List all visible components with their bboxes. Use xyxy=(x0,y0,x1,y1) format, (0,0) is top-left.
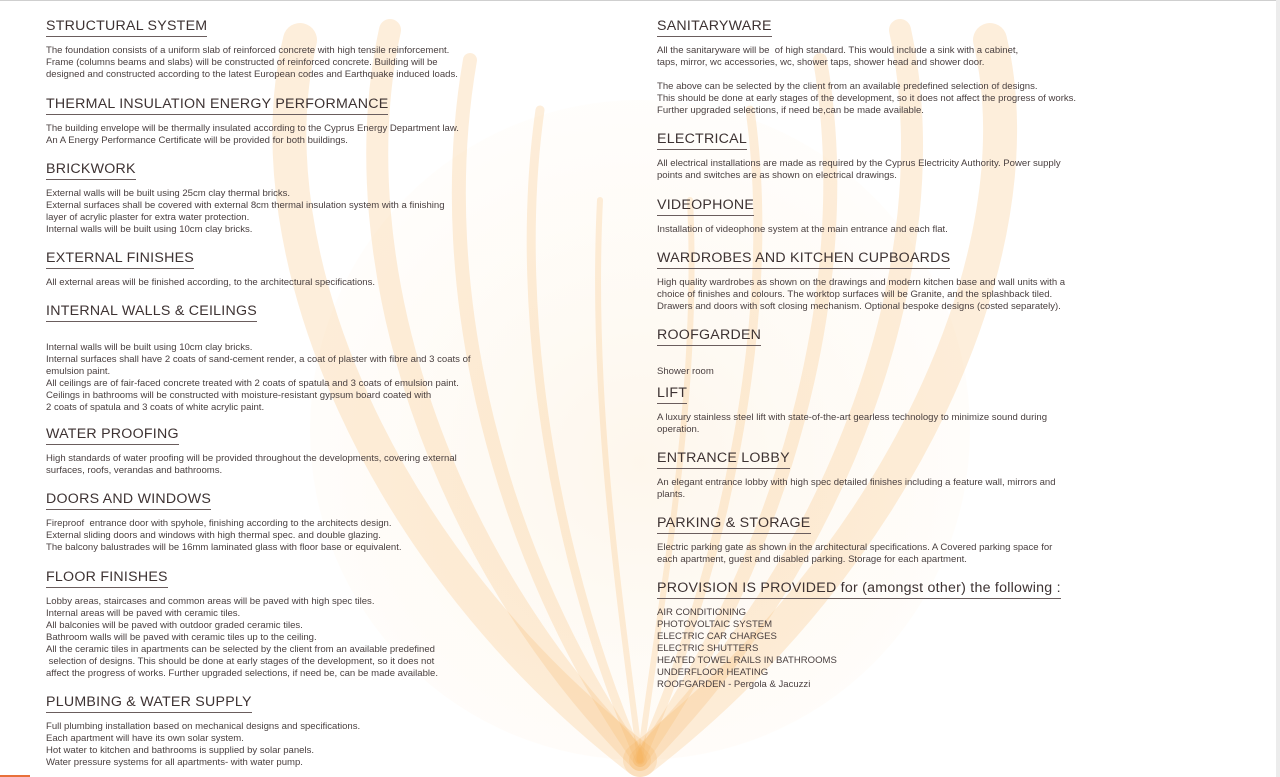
section xyxy=(657,449,1127,501)
section-heading: PLUMBING & WATER SUPPLY xyxy=(46,694,252,713)
provision-list xyxy=(657,607,1127,691)
page-right-edge xyxy=(1276,0,1280,777)
body-line: External walls will be built using 25cm clay thermal bricks. xyxy=(46,188,291,199)
body-line: The foundation consists of a uniform slab of reinforced concrete with high tensile reinforcement. xyxy=(46,45,450,56)
section xyxy=(657,249,1127,313)
section xyxy=(657,196,1127,236)
section-heading: SANITARYWARE xyxy=(657,18,772,37)
section-body xyxy=(46,188,526,236)
section xyxy=(657,514,1127,566)
body-line: All balconies will be paved with outdoor graded ceramic tiles. xyxy=(46,620,303,631)
body-line: Internal walls will be built using 10cm clay bricks. xyxy=(46,342,253,353)
body-line: All the sanitaryware will be of high standard. This would include a sink with a cabinet, xyxy=(657,45,1019,56)
provision-item: ROOFGARDEN - Pergola & Jacuzzi xyxy=(657,679,811,690)
section-body xyxy=(657,224,1127,236)
provision-item: AIR CONDITIONING xyxy=(657,607,747,618)
body-line: A luxury stainless steel lift with state-of-the-art gearless technology to minimize sound during xyxy=(657,412,1048,423)
section-heading: ENTRANCE LOBBY xyxy=(657,450,790,469)
section xyxy=(46,249,526,289)
body-line: External surfaces shall be covered with external 8cm thermal insulation system with a finishing xyxy=(46,200,445,211)
body-line: selection of designs. This should be done at early stages of the development, so it does not xyxy=(46,656,435,667)
body-line: plants. xyxy=(657,489,686,500)
section-body xyxy=(46,596,526,680)
section xyxy=(657,579,1127,599)
body-line: Internal surfaces shall have 2 coats of sand-cement render, a coat of plaster with fibre and 3 coats of xyxy=(46,354,471,365)
section-body xyxy=(46,453,526,477)
section-body xyxy=(657,277,1127,313)
provision-item: ELECTRIC SHUTTERS xyxy=(657,643,759,654)
body-line: The building envelope will be thermally insulated according to the Cyprus Energy Department law. xyxy=(46,123,459,134)
body-line: Shower room xyxy=(657,366,714,377)
body-line: Drawers and doors with soft closing mechanism. Optional bespoke designs (costed separately). xyxy=(657,301,1061,312)
section xyxy=(46,302,526,414)
body-line: Bathroom walls will be paved with ceramic tiles up to the ceiling. xyxy=(46,632,317,643)
section xyxy=(657,17,1127,117)
body-line: Fireproof entrance door with spyhole, finishing according to the architects design. xyxy=(46,518,392,529)
section xyxy=(657,130,1127,182)
body-line: The balcony balustrades will be 16mm laminated glass with floor base or equivalent. xyxy=(46,542,402,553)
section-heading: FLOOR FINISHES xyxy=(46,569,168,588)
section xyxy=(46,160,526,236)
body-line: Each apartment will have its own solar system. xyxy=(46,733,244,744)
body-line: An elegant entrance lobby with high spec detailed finishes including a feature wall, mirrors and xyxy=(657,477,1056,488)
section xyxy=(46,17,526,81)
section-body xyxy=(657,542,1127,566)
body-line: affect the progress of works. Further upgraded selections, if need be, can be made available. xyxy=(46,668,439,679)
body-line: operation. xyxy=(657,424,700,435)
body-line: Ceilings in bathrooms will be constructed with moisture-resistant gypsum board coated with xyxy=(46,390,432,401)
section xyxy=(657,384,1127,436)
body-line: emulsion paint. xyxy=(46,366,111,377)
body-line: layer of acrylic plaster for extra water protection. xyxy=(46,212,250,223)
body-line: Internal walls will be built using 10cm clay bricks. xyxy=(46,224,253,235)
body-line: This should be done at early stages of the development, so it does not affect the progress of works. xyxy=(657,93,1077,104)
section xyxy=(46,568,526,680)
body-line: All ceilings are of fair-faced concrete treated with 2 coats of spatula and 3 coats of emulsion paint. xyxy=(46,378,459,389)
body-line: taps, mirror, wc accessories, wc, shower taps, shower head and shower door. xyxy=(657,57,985,68)
section-body xyxy=(657,354,1127,378)
section-body xyxy=(46,518,526,554)
body-line: Water pressure systems for all apartments- with water pump. xyxy=(46,757,303,768)
section-heading: EXTERNAL FINISHES xyxy=(46,250,194,269)
section-body xyxy=(657,477,1127,501)
body-line: An A Energy Performance Certificate will be provided for both buildings. xyxy=(46,135,348,146)
section-body xyxy=(46,721,526,769)
section-body xyxy=(46,123,526,147)
section-heading: ELECTRICAL xyxy=(657,131,747,150)
section-body xyxy=(657,412,1127,436)
section xyxy=(46,490,526,554)
body-line: Electric parking gate as shown in the architectural specifications. A Covered parking space for xyxy=(657,542,1053,553)
body-line: choice of finishes and colours. The worktop surfaces will be Granite, and the splashback tiled. xyxy=(657,289,1053,300)
section-body xyxy=(46,277,526,289)
section-body xyxy=(657,45,1127,117)
section-heading: WATER PROOFING xyxy=(46,426,179,445)
section-body xyxy=(46,330,526,414)
section-heading: BRICKWORK xyxy=(46,161,136,180)
section xyxy=(46,425,526,477)
section-heading: INTERNAL WALLS & CEILINGS xyxy=(46,303,257,322)
section-heading: DOORS AND WINDOWS xyxy=(46,491,211,510)
body-line: High standards of water proofing will be provided throughout the developments, covering external xyxy=(46,453,457,464)
section-heading: VIDEOPHONE xyxy=(657,197,754,216)
page-top-edge xyxy=(0,0,1280,1)
body-line: surfaces, roofs, verandas and bathrooms. xyxy=(46,465,223,476)
section xyxy=(657,326,1127,378)
body-line: All external areas will be finished according, to the architectural specifications. xyxy=(46,277,376,288)
body-line: The above can be selected by the client from an available predefined selection of designs. xyxy=(657,81,1038,92)
section-heading: THERMAL INSULATION ENERGY PERFORMANCE xyxy=(46,96,388,115)
provision-item: ELECTRIC CAR CHARGES xyxy=(657,631,777,642)
section-body xyxy=(46,45,526,81)
body-line: Internal areas will be paved with ceramic tiles. xyxy=(46,608,241,619)
section-heading: PARKING & STORAGE xyxy=(657,515,811,534)
section xyxy=(46,95,526,147)
section-heading: WARDROBES AND KITCHEN CUPBOARDS xyxy=(657,250,950,269)
body-line: Full plumbing installation based on mechanical designs and specifications. xyxy=(46,721,361,732)
provision-item: UNDERFLOOR HEATING xyxy=(657,667,769,678)
body-line: Installation of videophone system at the main entrance and each flat. xyxy=(657,224,948,235)
body-line: Further upgraded selections, if need be,can be made available. xyxy=(657,105,924,116)
body-line: Hot water to kitchen and bathrooms is supplied by solar panels. xyxy=(46,745,314,756)
body-line: All electrical installations are made as required by the Cyprus Electricity Authority. Power supply xyxy=(657,158,1061,169)
section-heading: ROOFGARDEN xyxy=(657,327,761,346)
section-heading: LIFT xyxy=(657,385,687,404)
body-line: Frame (columns beams and slabs) will be constructed of reinforced concrete. Building will be xyxy=(46,57,438,68)
body-line: Lobby areas, staircases and common areas will be paved with high spec tiles. xyxy=(46,596,375,607)
body-line: 2 coats of spatula and 3 coats of white acrylic paint. xyxy=(46,402,265,413)
body-line: each apartment, guest and disabled parking. Storage for each apartment. xyxy=(657,554,967,565)
body-line: designed and constructed according to the latest European codes and Earthquake induced loads. xyxy=(46,69,458,80)
section-heading: STRUCTURAL SYSTEM xyxy=(46,18,207,37)
section-body xyxy=(657,158,1127,182)
body-line: points and switches are as shown on electrical drawings. xyxy=(657,170,897,181)
body-line: High quality wardrobes as shown on the drawings and modern kitchen base and wall units with a xyxy=(657,277,1066,288)
section-heading: PROVISION IS PROVIDED for (amongst other) the following : xyxy=(657,580,1061,599)
body-line: All the ceramic tiles in apartments can be selected by the client from an available predefined xyxy=(46,644,435,655)
provision-item: PHOTOVOLTAIC SYSTEM xyxy=(657,619,773,630)
body-line: External sliding doors and windows with high thermal spec. and double glazing. xyxy=(46,530,381,541)
section xyxy=(46,693,526,769)
provision-item: HEATED TOWEL RAILS IN BATHROOMS xyxy=(657,655,837,666)
